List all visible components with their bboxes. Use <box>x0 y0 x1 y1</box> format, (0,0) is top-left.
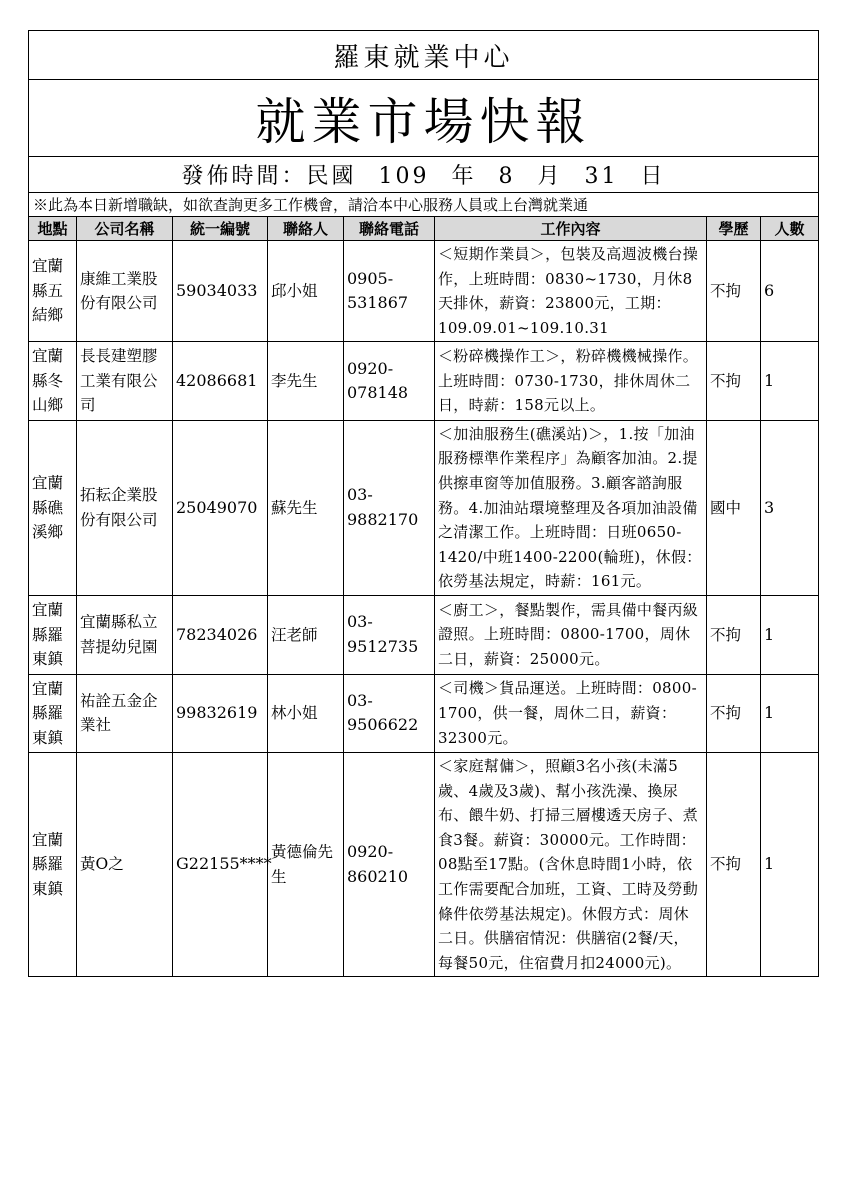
job-content-cell: ＜廚工＞，餐點製作，需具備中餐丙級證照。上班時間：0800-1700，周休二日，薪資：25000元。 <box>435 596 707 675</box>
job-content-cell: ＜加油服務生(礁溪站)＞，1.按「加油服務標準作業程序」為顧客加油。2.提供擦車窗等加值服務。3.顧客諮詢服務。4.加油站環境整理及各項加油設備之清潔工作。上班時間：日班0650-1420/中班1400-2200(輪班)，休假：依勞基法規定，時薪：161元。 <box>435 420 707 595</box>
contact-cell: 蘇先生 <box>268 420 344 595</box>
location-cell: 宜蘭縣羅東鎮 <box>29 674 77 753</box>
job-content-cell: ＜家庭幫傭＞，照顧3名小孩(未滿5歲、4歲及3歲)、幫小孩洗澡、換尿布、餵牛奶、打掃三層樓透天房子、煮食3餐。薪資：30000元。工作時間：08點至17點。(含休息時間1小時，依工作需要配合加班，工資、工時及勞動條件依勞基法規定)。休假方式：周休二日。供膳宿情況：供膳宿(2餐/天，每餐50元，住宿費月扣24000元)。 <box>435 753 707 977</box>
tax-id-cell: 42086681 <box>173 342 268 421</box>
company-cell: 康維工業股份有限公司 <box>77 241 173 342</box>
tax-id-cell: 25049070 <box>173 420 268 595</box>
table-row <box>29 420 819 595</box>
table-row <box>29 342 819 421</box>
table-row <box>29 596 819 675</box>
contact-cell: 李先生 <box>268 342 344 421</box>
table-row <box>29 241 819 342</box>
location-cell: 宜蘭縣羅東鎮 <box>29 596 77 675</box>
company-cell: 祐詮五金企業社 <box>77 674 173 753</box>
location-cell: 宜蘭縣冬山鄉 <box>29 342 77 421</box>
date-prefix: 發佈時間：民國 <box>181 164 357 189</box>
company-cell: 黃O之 <box>77 753 173 977</box>
org-name: 羅東就業中心 <box>29 31 819 80</box>
column-header: 聯絡人 <box>268 217 344 241</box>
headcount-cell: 3 <box>761 420 819 595</box>
column-header: 統一編號 <box>173 217 268 241</box>
education-cell: 不拘 <box>707 596 761 675</box>
headcount-cell: 1 <box>761 596 819 675</box>
page-title: 就業市場快報 <box>29 80 819 157</box>
tax-id-cell: 78234026 <box>173 596 268 675</box>
tax-id-cell: G22155**** <box>173 753 268 977</box>
date-year-unit: 年 <box>451 164 477 189</box>
column-header: 人數 <box>761 217 819 241</box>
education-cell: 不拘 <box>707 342 761 421</box>
headcount-cell: 1 <box>761 674 819 753</box>
contact-cell: 汪老師 <box>268 596 344 675</box>
education-cell: 不拘 <box>707 753 761 977</box>
location-cell: 宜蘭縣礁溪鄉 <box>29 420 77 595</box>
date-month-unit: 月 <box>537 164 563 189</box>
job-content-cell: ＜司機＞貨品運送。上班時間：0800-1700，供一餐，周休二日，薪資：32300元。 <box>435 674 707 753</box>
contact-cell: 邱小姐 <box>268 241 344 342</box>
phone-cell: 0920-078148 <box>344 342 435 421</box>
tax-id-cell: 99832619 <box>173 674 268 753</box>
job-bulletin-sheet <box>28 30 818 977</box>
job-content-cell: ＜粉碎機操作工＞，粉碎機機械操作。上班時間：0730-1730，排休周休二日，時薪：158元以上。 <box>435 342 707 421</box>
headcount-cell: 1 <box>761 342 819 421</box>
tax-id-cell: 59034033 <box>173 241 268 342</box>
contact-cell: 黃德倫先生 <box>268 753 344 977</box>
job-bulletin-table <box>28 30 819 977</box>
date-year: 109 <box>378 164 430 189</box>
column-header: 公司名稱 <box>77 217 173 241</box>
date-month: 8 <box>498 164 516 189</box>
notice-text: ※此為本日新增職缺，如欲查詢更多工作機會，請洽本中心服務人員或上台灣就業通 <box>29 193 819 217</box>
company-cell: 長長建塑膠工業有限公司 <box>77 342 173 421</box>
location-cell: 宜蘭縣羅東鎮 <box>29 753 77 977</box>
table-header-row <box>29 217 819 241</box>
phone-cell: 0905-531867 <box>344 241 435 342</box>
education-cell: 不拘 <box>707 241 761 342</box>
headcount-cell: 1 <box>761 753 819 977</box>
company-cell: 宜蘭縣私立菩提幼兒園 <box>77 596 173 675</box>
publish-date <box>29 157 819 193</box>
phone-cell: 03-9512735 <box>344 596 435 675</box>
location-cell: 宜蘭縣五結鄉 <box>29 241 77 342</box>
phone-cell: 03-9882170 <box>344 420 435 595</box>
table-row <box>29 674 819 753</box>
date-day: 31 <box>584 164 619 189</box>
education-cell: 國中 <box>707 420 761 595</box>
column-header: 聯絡電話 <box>344 217 435 241</box>
contact-cell: 林小姐 <box>268 674 344 753</box>
column-header: 學歷 <box>707 217 761 241</box>
date-day-unit: 日 <box>640 164 666 189</box>
phone-cell: 03-9506622 <box>344 674 435 753</box>
headcount-cell: 6 <box>761 241 819 342</box>
job-content-cell: ＜短期作業員＞，包裝及高週波機台操作，上班時間：0830~1730，月休8天排休，薪資：23800元，工期：109.09.01~109.10.31 <box>435 241 707 342</box>
column-header: 地點 <box>29 217 77 241</box>
phone-cell: 0920-860210 <box>344 753 435 977</box>
table-row <box>29 753 819 977</box>
education-cell: 不拘 <box>707 674 761 753</box>
company-cell: 拓耘企業股份有限公司 <box>77 420 173 595</box>
column-header: 工作內容 <box>435 217 707 241</box>
